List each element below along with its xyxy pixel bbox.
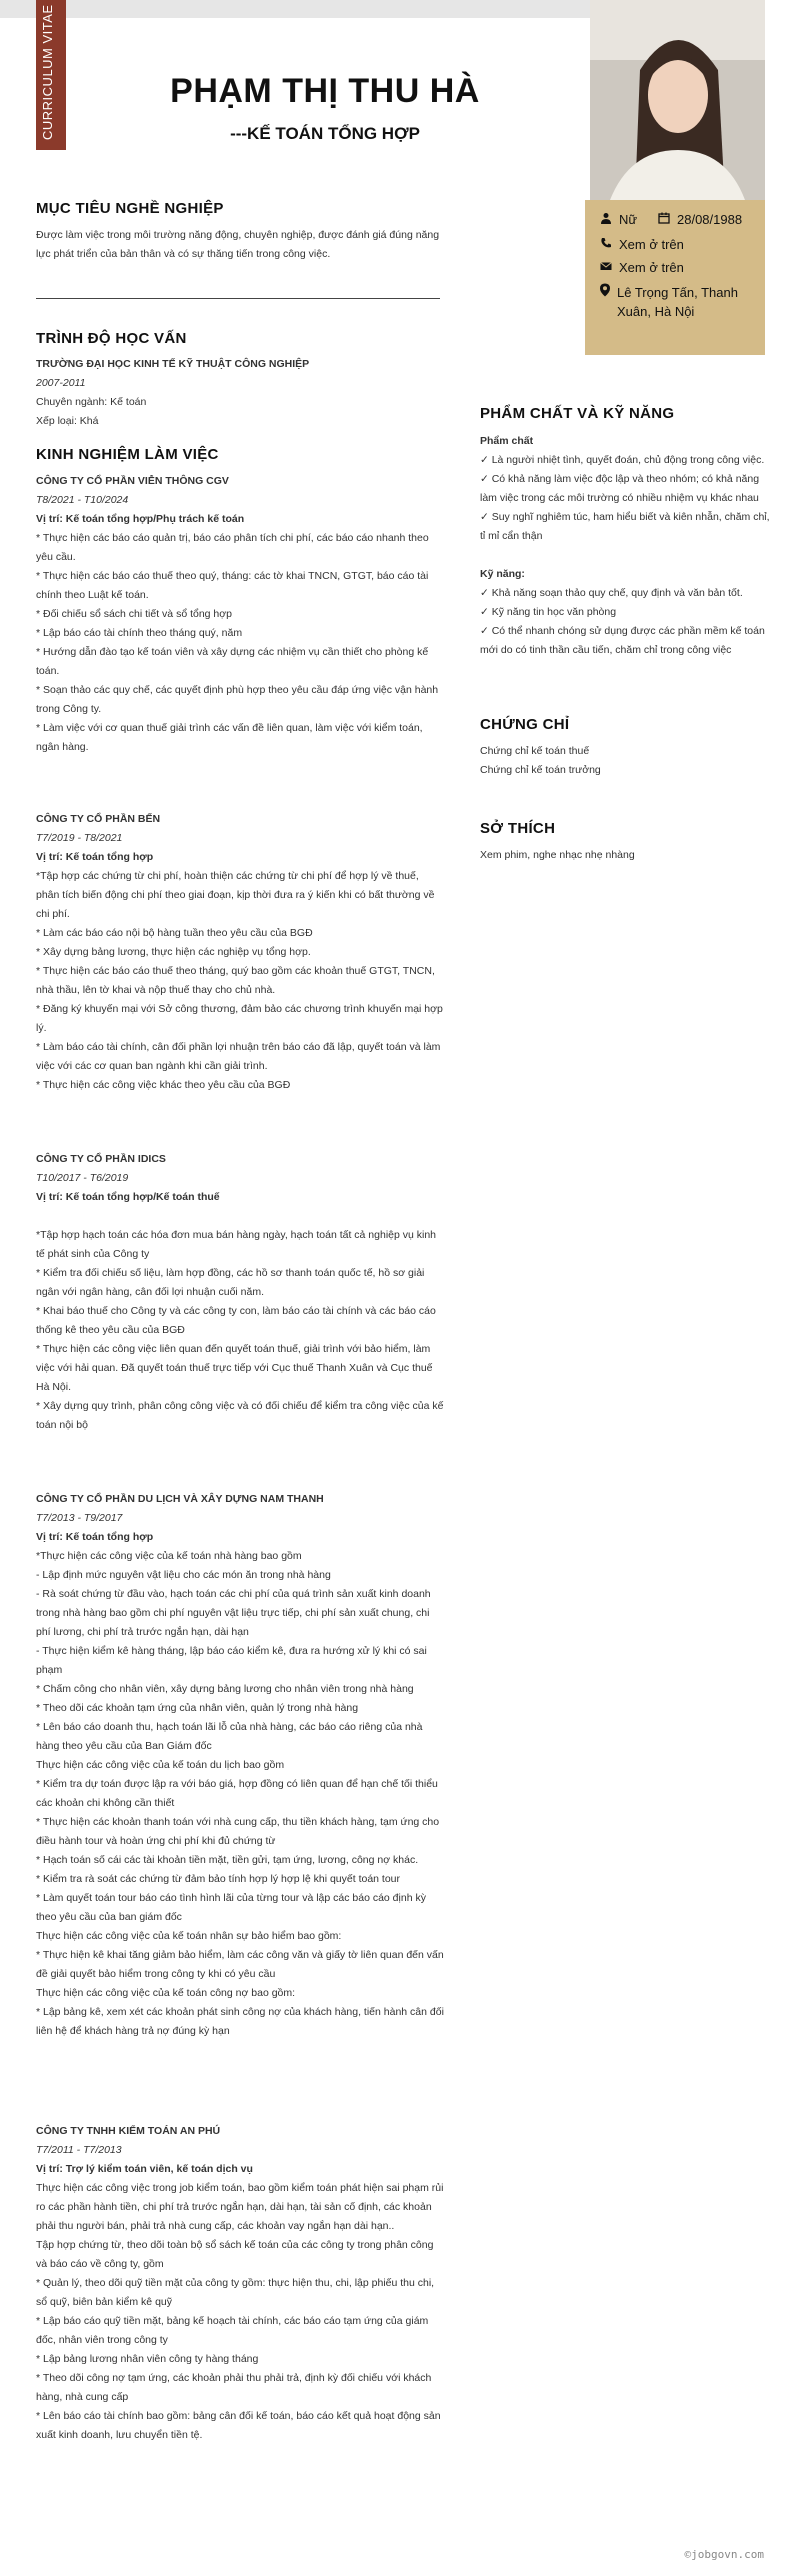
education-major: Chuyên ngành: Kế toán xyxy=(36,396,147,408)
job-4 xyxy=(36,1490,444,2041)
job-period: T10/2017 - T6/2019 xyxy=(36,1172,129,1184)
traits-label: Phẩm chất xyxy=(480,435,534,447)
job-line: * Theo dõi công nợ tạm ứng, các khoản phải thu phải trả, định kỳ đối chiếu với khách hàng, nhà cung cấp xyxy=(36,2372,432,2403)
job-line: * Lập báo cáo quỹ tiền mặt, bảng kế hoạch tài chính, các báo cáo tạm ứng của giám đốc, nhân viên trong công ty xyxy=(36,2315,429,2346)
job-3 xyxy=(36,1150,444,1435)
trait-item: ✓ Có khả năng làm việc độc lập và theo nhóm; có khả năng làm việc trong các môi trường có nhiều nhiệm vụ khác nhau xyxy=(480,473,760,504)
job-5 xyxy=(36,2122,444,2445)
job-period: T7/2019 - T8/2021 xyxy=(36,832,123,844)
education-block xyxy=(36,355,444,431)
job-line: * Lập bảng lương nhân viên công ty hàng tháng xyxy=(36,2353,259,2365)
job-line: Tập hợp chứng từ, theo dõi toàn bộ sổ sách kế toán của các công ty trong phân công và báo cáo về công ty, gồm xyxy=(36,2239,434,2270)
job-line: Thực hiện các công việc của kế toán nhân sự bảo hiểm bao gồm: xyxy=(36,1930,342,1942)
certificate-item: Chứng chỉ kế toán trưởng xyxy=(480,764,601,776)
contact-panel xyxy=(585,200,765,355)
job-line: * Làm các báo cáo nội bộ hàng tuần theo yêu cầu của BGĐ xyxy=(36,927,313,939)
candidate-role: ---KẾ TOÁN TỔNG HỢP xyxy=(230,124,420,143)
job-line: * Thực hiện kê khai tăng giảm bảo hiểm, làm các công văn và giấy tờ liên quan đến vấn đề giải quyết bảo hiểm trong công ty khi có yêu cầu xyxy=(36,1949,444,1980)
job-line: * Làm báo cáo tài chính, cân đối phần lợi nhuận trên báo cáo đã lập, quyết toán và làm việc với các cơ quan ban ngành khi cần giải trình. xyxy=(36,1041,441,1072)
address-row xyxy=(599,283,759,321)
job-line: * Kiểm tra rà soát các chứng từ đảm bảo tính hợp lý hợp lệ khi quyết toán tour xyxy=(36,1873,401,1885)
email-row[interactable] xyxy=(599,260,684,275)
job-line: * Làm quyết toán tour báo cáo tình hình lãi của từng tour và lập các báo cáo định kỳ theo yêu cầu của ban giám đốc xyxy=(36,1892,426,1923)
job-line: * Lên báo cáo tài chính bao gồm: bảng cân đối kế toán, báo cáo kết quả hoạt động sản xuất kinh doanh, lưu chuyển tiền tệ. xyxy=(36,2410,441,2441)
job-line: - Lập định mức nguyên vật liệu cho các món ăn trong nhà hàng xyxy=(36,1569,331,1581)
footer-watermark: ©jobgovn.com xyxy=(684,2548,764,2561)
certificates-block xyxy=(480,742,770,780)
job-position: Vị trí: Kế toán tổng hợp xyxy=(36,1531,154,1543)
job-line: * Soạn thảo các quy chế, các quyết định phù hợp theo yêu cầu đáp ứng việc vận hành trong Công ty. xyxy=(36,684,439,715)
job-line: *Tập hợp hạch toán các hóa đơn mua bán hàng ngày, hạch toán tất cả nghiệp vụ kinh tế phát sinh của Công ty xyxy=(36,1229,437,1260)
job-line: * Chấm công cho nhân viên, xây dựng bảng lương cho nhân viên trong nhà hàng xyxy=(36,1683,414,1695)
school-name: TRƯỜNG ĐẠI HỌC KINH TẾ KỸ THUẬT CÔNG NGHIỆP xyxy=(36,358,310,370)
candidate-name: PHẠM THỊ THU HÀ xyxy=(170,72,480,110)
hobbies-text: Xem phim, nghe nhạc nhẹ nhàng xyxy=(480,849,635,861)
skills-label: Kỹ năng: xyxy=(480,568,525,580)
job-line: * Làm việc với cơ quan thuế giải trình các vấn đề liên quan, làm việc với kiểm toán, ngân hàng. xyxy=(36,722,423,753)
hobbies-block xyxy=(480,846,770,865)
job-period: T8/2021 - T10/2024 xyxy=(36,494,129,506)
job-line: * Thực hiện các công việc liên quan đến quyết toán thuế, giải trình với bảo hiểm, làm việc với hải quan. Đã quyết toán thuế trực tiếp với Cục thuế Thanh Xuân và Cục thuế Hà Nội. xyxy=(36,1343,433,1393)
dob-value: 28/08/1988 xyxy=(677,212,743,227)
job-line: * Lập bảng kê, xem xét các khoản phát sinh công nợ của khách hàng, tiến hành cân đối liên hệ để khách hàng trả nợ đúng kỳ hạn xyxy=(36,2006,444,2037)
job-line: * Theo dõi các khoản tạm ứng của nhân viên, quản lý trong nhà hàng xyxy=(36,1702,359,1714)
phone-icon xyxy=(599,237,613,252)
job-company: CÔNG TY CỔ PHẦN DU LỊCH VÀ XÂY DỰNG NAM THANH xyxy=(36,1493,324,1505)
job-line: * Thực hiện các báo cáo thuế theo quý, tháng: các tờ khai TNCN, GTGT, báo cáo tài chính theo Luật kế toán. xyxy=(36,570,429,601)
job-line: * Khai báo thuế cho Công ty và các công ty con, làm báo cáo tài chính và các báo cáo thống kê theo yêu cầu của BGĐ xyxy=(36,1305,436,1336)
calendar-icon xyxy=(657,212,671,227)
job-company: CÔNG TY CỔ PHẦN VIỄN THÔNG CGV xyxy=(36,475,229,487)
phone-row[interactable] xyxy=(599,237,684,252)
job-line: - Thực hiện kiểm kê hàng tháng, lập báo cáo kiểm kê, đưa ra hướng xử lý khi có sai phạm xyxy=(36,1645,427,1676)
email-icon xyxy=(599,260,613,275)
job-line: - Rà soát chứng từ đầu vào, hạch toán các chi phí của quá trình sản xuất kinh doanh trong nhà hàng bao gồm chi phí nguyên vật liệu trực tiếp, chi phí sản xuất chung, chi phí lương, chi phí trả trước ngắn hạn, dài hạn xyxy=(36,1588,431,1638)
job-company: CÔNG TY CỔ PHẦN BẾN xyxy=(36,813,161,825)
job-period: T7/2011 - T7/2013 xyxy=(36,2144,122,2156)
job-line: * Thực hiện các báo cáo thuế theo tháng, quý bao gồm các khoản thuế GTGT, TNCN, nhà thầu, lên tờ khai và nộp thuế thay cho chủ nhà. xyxy=(36,965,435,996)
job-line: * Xây dựng quy trình, phân công công việc và có đối chiếu để kiểm tra công việc của kế toán nội bộ xyxy=(36,1400,444,1431)
job-line: * Thực hiện các khoản thanh toán với nhà cung cấp, thu tiền khách hàng, tạm ứng cho điều hành tour và hoàn ứng chi phí khi đủ chứng từ xyxy=(36,1816,440,1847)
skill-item: ✓ Có thể nhanh chóng sử dụng được các phần mềm kế toán mới do có tinh thần cầu tiến, chăm chỉ trong công việc xyxy=(480,625,765,656)
user-icon xyxy=(599,212,613,227)
job-period: T7/2013 - T9/2017 xyxy=(36,1512,123,1524)
job-line: Thực hiện các công việc của kế toán công nợ bao gồm: xyxy=(36,1987,296,1999)
job-line: * Thực hiện các báo cáo quản trị, báo cáo phân tích chi phí, các báo cáo nhanh theo yêu cầu. xyxy=(36,532,429,563)
top-bar xyxy=(0,0,590,18)
certificates-title: CHỨNG CHỈ xyxy=(480,716,570,733)
dob-row xyxy=(657,212,742,227)
trait-item: ✓ Là người nhiệt tình, quyết đoán, chủ động trong công việc. xyxy=(480,454,765,466)
phone-value[interactable]: Xem ở trên xyxy=(619,237,684,252)
job-position: Vị trí: Kế toán tổng hợp/Phụ trách kế toán xyxy=(36,513,245,525)
job-2 xyxy=(36,810,444,1095)
job-line: * Lên báo cáo doanh thu, hạch toán lãi lỗ của nhà hàng, các báo cáo riêng của nhà hàng theo yêu cầu của Ban Giám đốc xyxy=(36,1721,423,1752)
job-line: * Xây dựng bảng lương, thực hiện các nghiệp vụ tổng hợp. xyxy=(36,946,311,958)
skill-item: ✓ Kỹ năng tin học văn phòng xyxy=(480,606,617,618)
qualities-block xyxy=(480,432,770,660)
hobbies-title: SỞ THÍCH xyxy=(480,820,556,837)
job-line: Thực hiện các công việc của kế toán du lịch bao gồm xyxy=(36,1759,285,1771)
qualities-title: PHẨM CHẤT VÀ KỸ NĂNG xyxy=(480,405,675,422)
job-line: * Quản lý, theo dõi quỹ tiền mặt của công ty gồm: thực hiện thu, chi, lập phiếu thu chi, sổ quỹ, biên bản kiểm kê quỹ xyxy=(36,2277,435,2308)
gender-row xyxy=(599,212,637,227)
job-line: * Kiểm tra dự toán được lập ra với báo giá, hợp đồng có liên quan để hạn chế tối thiểu các khoản chi không cần thiết xyxy=(36,1778,438,1809)
job-line: * Đối chiếu sổ sách chi tiết và sổ tổng hợp xyxy=(36,608,232,620)
cv-ribbon xyxy=(36,0,66,150)
trait-item: ✓ Suy nghĩ nghiêm túc, ham hiểu biết và kiên nhẫn, chăm chỉ, tỉ mỉ cẩn thận xyxy=(480,511,770,542)
education-grade: Xếp loại: Khá xyxy=(36,415,99,427)
address-value: Lê Trọng Tấn, Thanh Xuân, Hà Nội xyxy=(617,285,738,319)
location-icon xyxy=(599,283,611,303)
job-line: * Đăng ký khuyến mại với Sở công thương, đảm bảo các chương trình khuyến mại hợp lý. xyxy=(36,1003,443,1034)
job-line: *Tập hợp các chứng từ chi phí, hoàn thiện các chứng từ chi phí để hợp lý về thuế, phân tích biến động chi phí theo giai đoạn, kịp thời đưa ra ý kiến khi có bất thường về chi phí. xyxy=(36,870,435,920)
job-company: CÔNG TY CỔ PHẦN IDICS xyxy=(36,1153,166,1165)
certificate-item: Chứng chỉ kế toán thuế xyxy=(480,745,590,757)
education-title: TRÌNH ĐỘ HỌC VẤN xyxy=(36,330,187,347)
job-position: Vị trí: Kế toán tổng hợp xyxy=(36,851,154,863)
profile-photo xyxy=(590,0,765,200)
job-line: * Kiểm tra đối chiếu số liệu, làm hợp đồng, các hồ sơ thanh toán quốc tế, hồ sơ giải ngân với ngân hàng, cân đối lợi nhuận cuối năm. xyxy=(36,1267,425,1298)
job-line: * Hướng dẫn đào tạo kế toán viên và xây dựng các nhiệm vụ cần thiết cho phòng kế toán. xyxy=(36,646,429,677)
job-line: * Thực hiện các công việc khác theo yêu cầu của BGĐ xyxy=(36,1079,291,1091)
divider xyxy=(36,298,440,299)
job-line: * Lập báo cáo tài chính theo tháng quý, năm xyxy=(36,627,243,639)
job-line: * Hạch toán số cái các tài khoản tiền mặt, tiền gửi, tạm ứng, lương, công nợ khác. xyxy=(36,1854,419,1866)
job-line: *Thực hiện các công việc của kế toán nhà hàng bao gồm xyxy=(36,1550,302,1562)
education-period: 2007-2011 xyxy=(36,377,86,389)
job-position: Vị trí: Kế toán tổng hợp/Kế toán thuế xyxy=(36,1191,220,1203)
skill-item: ✓ Khả năng soạn thảo quy chế, quy định và văn bản tốt. xyxy=(480,587,743,599)
experience-title: KINH NGHIỆM LÀM VIỆC xyxy=(36,446,219,463)
ribbon-text: CURRICULUM VITAE xyxy=(40,4,55,140)
objective-title: MỤC TIÊU NGHỀ NGHIỆP xyxy=(36,200,224,217)
job-line: Thực hiện các công việc trong job kiểm toán, bao gồm kiểm toán phát hiện sai phạm rủi ro các phần hành tiền, chi phí trả trước ngắn hạn, dài hạn, tài sản cố định, các khoản phải thu người bán, phải trả nhà cung cấp, các khoản vay ngắn hạn dài hạn.. xyxy=(36,2182,444,2232)
job-company: CÔNG TY TNHH KIỂM TOÁN AN PHÚ xyxy=(36,2125,221,2137)
email-value[interactable]: Xem ở trên xyxy=(619,260,684,275)
job-position: Vị trí: Trợ lý kiểm toán viên, kế toán dịch vụ xyxy=(36,2163,253,2175)
objective-text: Được làm việc trong môi trường năng động, chuyên nghiệp, được đánh giá đúng năng lực phát triển của bản thân và có sự thăng tiến trong công việc. xyxy=(36,229,440,260)
gender-value: Nữ xyxy=(619,212,638,227)
job-1 xyxy=(36,472,444,757)
